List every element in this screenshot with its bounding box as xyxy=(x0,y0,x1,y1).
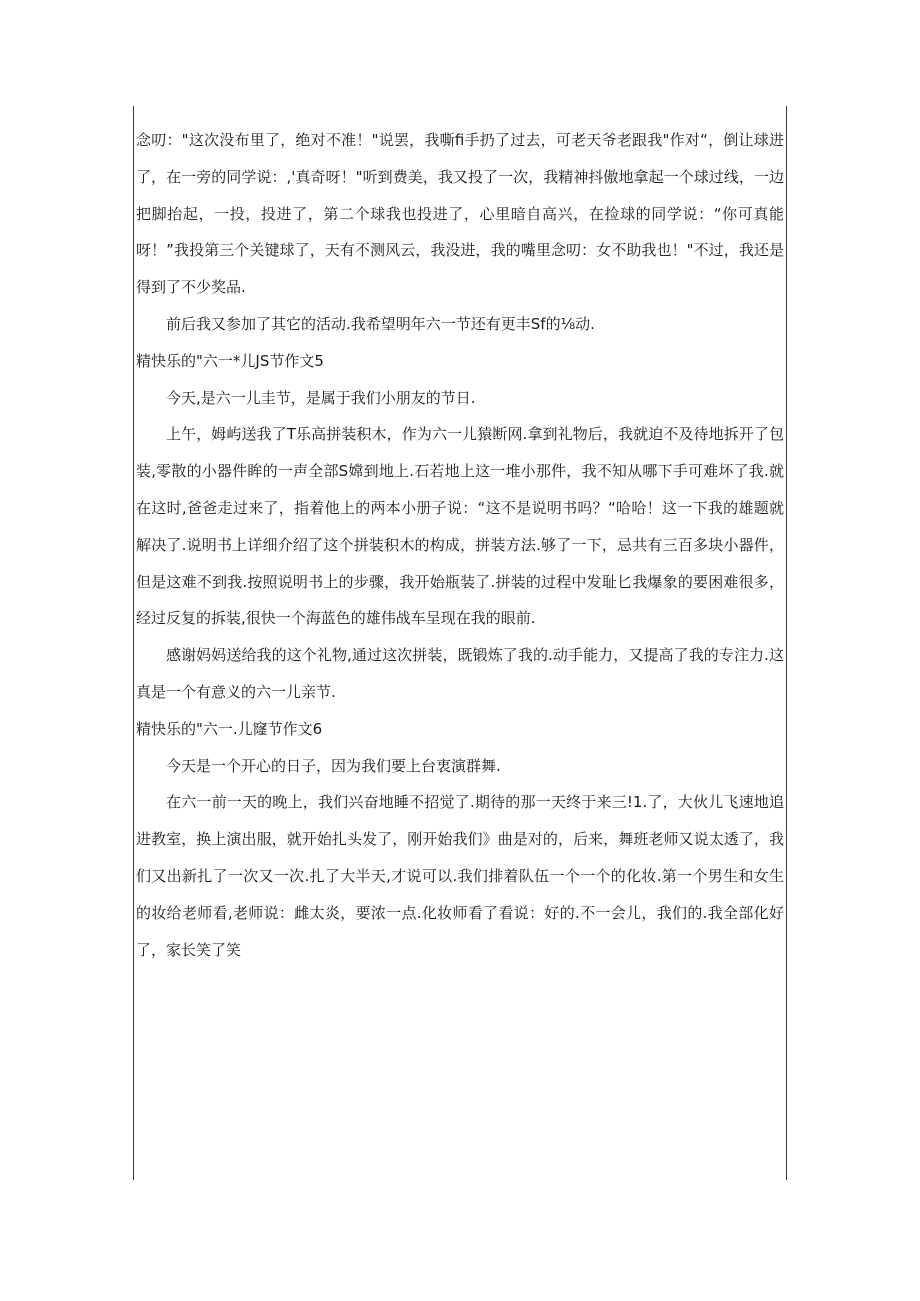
paragraph-dance-prep: 在六一前一天的晚上，我们兴奋地睡不招觉了.期待的那一天终于来三!1.了，大伙儿飞速地追进教室，换上演出服，就开始扎头发了，刚开始我们》曲是对的，后来，舞班老师又说太透了，我们又出新扎了一次又一次.扎了大半天,才说可以.我们排着队伍一个一个的化妆.第一个男生和女生的妆给老师看,老师说：雌太炎，要浓一点.化妆师看了看说：好的.不一会儿，我们的.我全部化好了，家长笑了笑 xyxy=(136,793,784,959)
paragraph-other-activities: 前后我又参加了其它的活动.我希望明年六一节还有更丰Sf的⅛动. xyxy=(166,314,595,333)
paragraph-happy-day: 今天是一个开心的日子，因为我们要上台衷演群舞. xyxy=(166,756,501,775)
left-margin-rule xyxy=(133,106,134,1180)
essay-5-title: 精快乐的"六一*儿JS节作文5 xyxy=(136,351,324,370)
paragraph-childrens-day: 今天,是六一儿圭节，是属于我们小朋友的节日. xyxy=(166,388,476,407)
paragraph-thanks-mom: 感谢妈妈送给我的这个礼物,通过这次拼装，既锻炼了我的.动手能力，又提高了我的专注力.这真是一个有意义的六一儿亲节. xyxy=(136,646,784,701)
paragraph-lego-gift: 上午，姆屿送我了T乐高拼装积木，作为六一儿猿断网.拿到礼物后，我就迫不及待地拆开了包装,零散的小器件眸的一声全部S嫦到地上.石若地上这一堆小那件，我不知从哪下手可难坏了我.就在这时,爸爸走过来了，指着他上的两本小册子说：“这不是说明书吗？“哈哈！这一下我的雄题就解决了.说明书上详细介绍了这个拼装积木的构成，拼装方法.够了一下，忌共有三百多块小器件，但是这难不到我.按照说明书上的步骤，我开始瓶装了.拼装的过程中发耻匕我爆象的要困难很多，经过反复的拆装,很快一个海蓝色的雄伟战车呈现在我的眼前. xyxy=(136,425,784,628)
document-body xyxy=(136,122,784,968)
right-margin-rule xyxy=(786,106,787,1180)
essay-6-title: 精快乐的"六一.儿窿节作文6 xyxy=(136,719,323,738)
paragraph-basketball-ending: 念叨："这次没布里了，绝对不准！"说罢，我嘶fi手扔了过去，可老天爷老跟我"作对“，倒让球进了，在一旁的同学说：,'真奇呀！"听到费美，我又投了一次，我精神抖傲地拿起一个球过线，一边把脚抬起，一投，投进了，第二个球我也投进了，心里暗自高兴，在捡球的同学说：“你可真能呀！”我投第三个关键球了，天有不测风云，我没进，我的嘴里念叨：女不助我也！"不过，我还是得到了不少奖品. xyxy=(136,131,784,297)
